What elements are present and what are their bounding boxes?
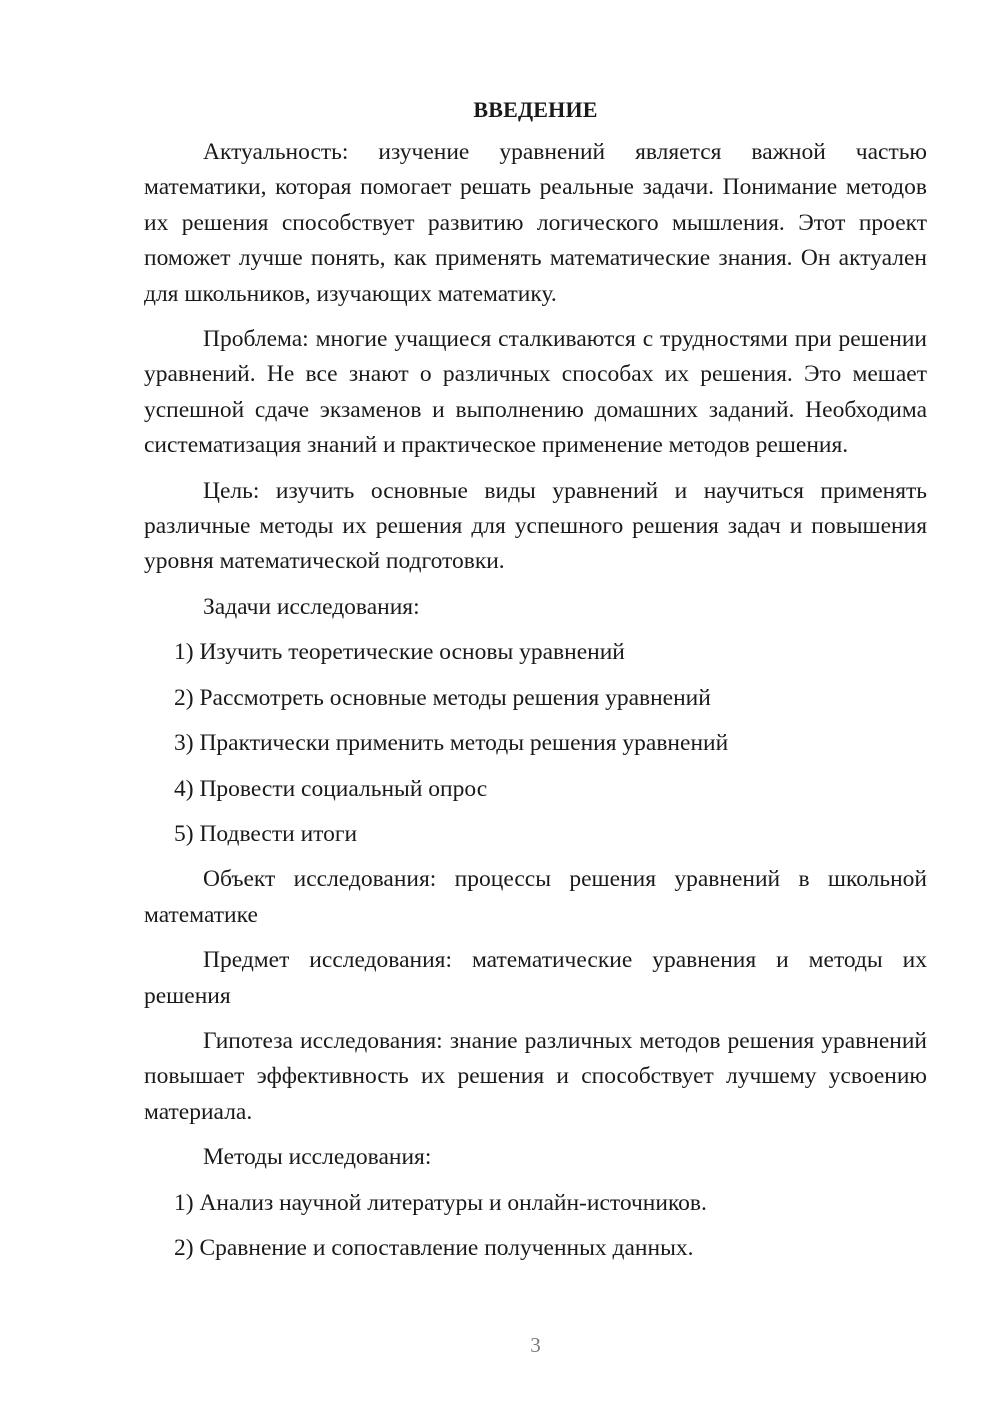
problem-paragraph: Проблема: многие учащиеся сталкиваются с трудностями при решении уравнений. Не все знают о различных способах их решения. Это мешает успешной сдаче экзаменов и выполнению домашних заданий. Необходима систематизация знаний и практическое применение методов решения. — [144, 326, 927, 459]
hypothesis-paragraph: Гипотеза исследования: знание различных методов решения уравнений повышает эффективность их решения и способствует лучшему усвоению материала. — [144, 1027, 927, 1125]
task-item: 1) Изучить теоретические основы уравнений — [174, 639, 625, 666]
methods-list — [144, 1186, 927, 1267]
methods-heading: Методы исследования: — [203, 1144, 432, 1171]
object-paragraph: Объект исследования: процессы решения уравнений в школьной математике — [144, 866, 927, 928]
method-item: 1) Анализ научной литературы и онлайн-источников. — [174, 1189, 707, 1216]
task-item: 5) Подвести итоги — [174, 820, 358, 847]
method-item: 2) Сравнение и сопоставление полученных данных. — [174, 1234, 694, 1261]
page-content — [144, 92, 927, 1276]
subject-paragraph: Предмет исследования: математические уравнения и методы их решения — [144, 947, 927, 1009]
task-item: 4) Провести социальный опрос — [174, 775, 488, 802]
task-item: 3) Практически применить методы решения уравнений — [174, 730, 729, 757]
relevance-paragraph: Актуальность: изучение уравнений является важной частью математики, которая помогает решать реальные задачи. Понимание методов их решения способствует развитию логического мышления. Этот проект поможет лучше понять, как применять математические знания. Он актуален для школьников, изучающих математику. — [144, 139, 927, 307]
tasks-heading: Задачи исследования: — [203, 593, 420, 620]
task-item: 2) Рассмотреть основные методы решения уравнений — [174, 684, 711, 711]
section-title: ВВЕДЕНИЕ — [473, 97, 598, 122]
page-number: 3 — [530, 1333, 541, 1357]
goal-paragraph: Цель: изучить основные виды уравнений и научиться применять различные методы их решения для успешного решения задач и повышения уровня математической подготовки. — [144, 477, 927, 575]
tasks-list — [144, 635, 927, 852]
